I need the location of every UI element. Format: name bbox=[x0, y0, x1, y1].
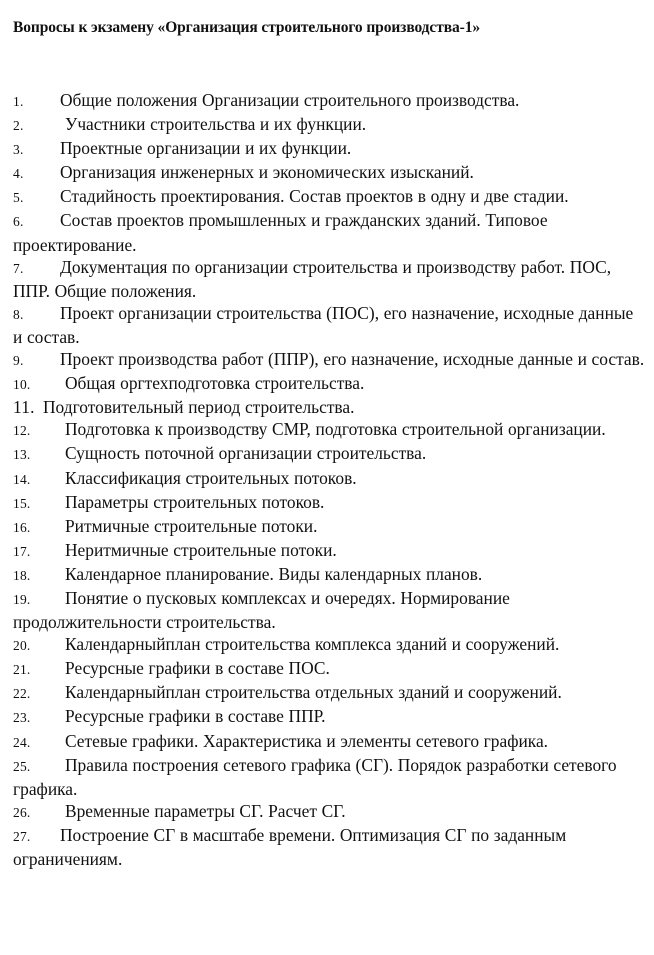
list-item bbox=[13, 396, 645, 418]
item-number: 12. bbox=[13, 423, 31, 439]
item-number: 27. bbox=[13, 828, 31, 844]
item-text: Сетевые графики. Характеристика и элементы сетевого графика. bbox=[65, 730, 549, 751]
item-number: 26. bbox=[13, 804, 31, 820]
item-number: 1. bbox=[13, 94, 24, 109]
item-number: 21. bbox=[13, 662, 31, 678]
item-number: 6. bbox=[13, 214, 24, 230]
list-item bbox=[13, 89, 645, 113]
list-item bbox=[13, 372, 645, 396]
item-number: 9. bbox=[13, 353, 24, 369]
item-text: Общая оргтехподготовка строительства. bbox=[65, 373, 365, 394]
list-item bbox=[13, 185, 645, 209]
item-text: Состав проектов промышленных и гражданских зданий. Типовое проектирование. bbox=[13, 210, 548, 255]
list-item bbox=[13, 209, 645, 255]
item-text: Календарныйплан строительства комплекса зданий и сооружений. bbox=[65, 634, 560, 655]
list-item bbox=[13, 563, 645, 587]
item-number: 15. bbox=[13, 495, 31, 511]
list-item bbox=[13, 491, 645, 515]
item-text: Понятие о пусковых комплексах и очередях. Нормирование продолжительности строительства. bbox=[13, 587, 510, 633]
item-text: Календарныйплан строительства отдельных зданий и сооружений. bbox=[65, 682, 562, 703]
list-item bbox=[13, 754, 645, 800]
item-number: 25. bbox=[13, 758, 31, 774]
item-text: Ритмичные строительные потоки. bbox=[65, 515, 318, 536]
item-number: 10. bbox=[13, 377, 31, 393]
item-number: 11. bbox=[13, 397, 35, 418]
item-text: Календарное планирование. Виды календарных планов. bbox=[65, 563, 483, 584]
list-item bbox=[13, 730, 645, 754]
list-item bbox=[13, 161, 645, 185]
item-text: Общие положения Организации строительного производства. bbox=[60, 90, 520, 110]
item-number: 18. bbox=[13, 567, 31, 583]
item-number: 7. bbox=[13, 260, 24, 276]
item-text: Построение СГ в масштабе времени. Оптимизация СГ по заданным ограничениям. bbox=[13, 824, 567, 869]
item-text: Неритмичные строительные потоки. bbox=[65, 539, 337, 560]
item-text: Правила построения сетевого графика (СГ). Порядок разработки сетевого графика. bbox=[13, 754, 617, 799]
list-item bbox=[13, 302, 645, 348]
item-text: Проектные организации и их функции. bbox=[60, 138, 352, 159]
list-item bbox=[13, 137, 645, 161]
list-item bbox=[13, 467, 645, 491]
item-number: 20. bbox=[13, 638, 31, 654]
item-number: 8. bbox=[13, 306, 24, 322]
item-text: Параметры строительных потоков. bbox=[65, 491, 325, 512]
list-item bbox=[13, 348, 645, 372]
list-item bbox=[13, 681, 645, 705]
item-text: Проект производства работ (ППР), его назначение, исходные данные и состав. bbox=[60, 349, 645, 370]
list-item bbox=[13, 824, 645, 870]
item-number: 14. bbox=[13, 471, 31, 487]
list-item bbox=[13, 657, 645, 681]
item-number: 3. bbox=[13, 142, 24, 158]
item-text: Участники строительства и их функции. bbox=[65, 114, 367, 135]
item-text: Подготовка к производству СМР, подготовка строительной организации. bbox=[65, 419, 606, 440]
item-number: 24. bbox=[13, 734, 31, 750]
list-item bbox=[13, 113, 645, 137]
item-number: 5. bbox=[13, 190, 24, 206]
item-text: Ресурсные графики в составе ПОС. bbox=[65, 658, 330, 679]
list-item bbox=[13, 256, 645, 302]
item-number: 13. bbox=[13, 447, 31, 463]
item-number: 17. bbox=[13, 543, 31, 559]
item-text: Документация по организации строительства и производству работ. ПОС, ППР. Общие положения. bbox=[13, 256, 612, 301]
item-number: 19. bbox=[13, 591, 31, 607]
list-item bbox=[13, 515, 645, 539]
item-text: Ресурсные графики в составе ППР. bbox=[65, 706, 326, 727]
item-text: Подготовительный период строительства. bbox=[43, 397, 355, 418]
list-item bbox=[13, 587, 645, 633]
list-item bbox=[13, 800, 645, 824]
questions-list bbox=[13, 89, 645, 870]
item-text: Сущность поточной организации строительства. bbox=[65, 443, 427, 464]
item-number: 4. bbox=[13, 166, 24, 182]
list-item bbox=[13, 539, 645, 563]
list-item bbox=[13, 418, 645, 442]
list-item bbox=[13, 442, 645, 466]
list-item bbox=[13, 633, 645, 657]
item-number: 16. bbox=[13, 519, 31, 535]
item-text: Временные параметры СГ. Расчет СГ. bbox=[65, 800, 346, 821]
item-text: Проект организации строительства (ПОС), его назначение, исходные данные и состав. bbox=[13, 302, 634, 347]
item-text: Стадийность проектирования. Состав проектов в одну и две стадии. bbox=[60, 186, 569, 207]
item-number: 22. bbox=[13, 686, 31, 702]
document-title: Вопросы к экзамену «Организация строительного производства-1» bbox=[13, 19, 480, 36]
item-text: Классификация строительных потоков. bbox=[65, 467, 357, 488]
item-number: 2. bbox=[13, 118, 24, 134]
item-number: 23. bbox=[13, 710, 31, 726]
list-item bbox=[13, 705, 645, 729]
item-text: Организация инженерных и экономических изысканий. bbox=[60, 162, 474, 183]
